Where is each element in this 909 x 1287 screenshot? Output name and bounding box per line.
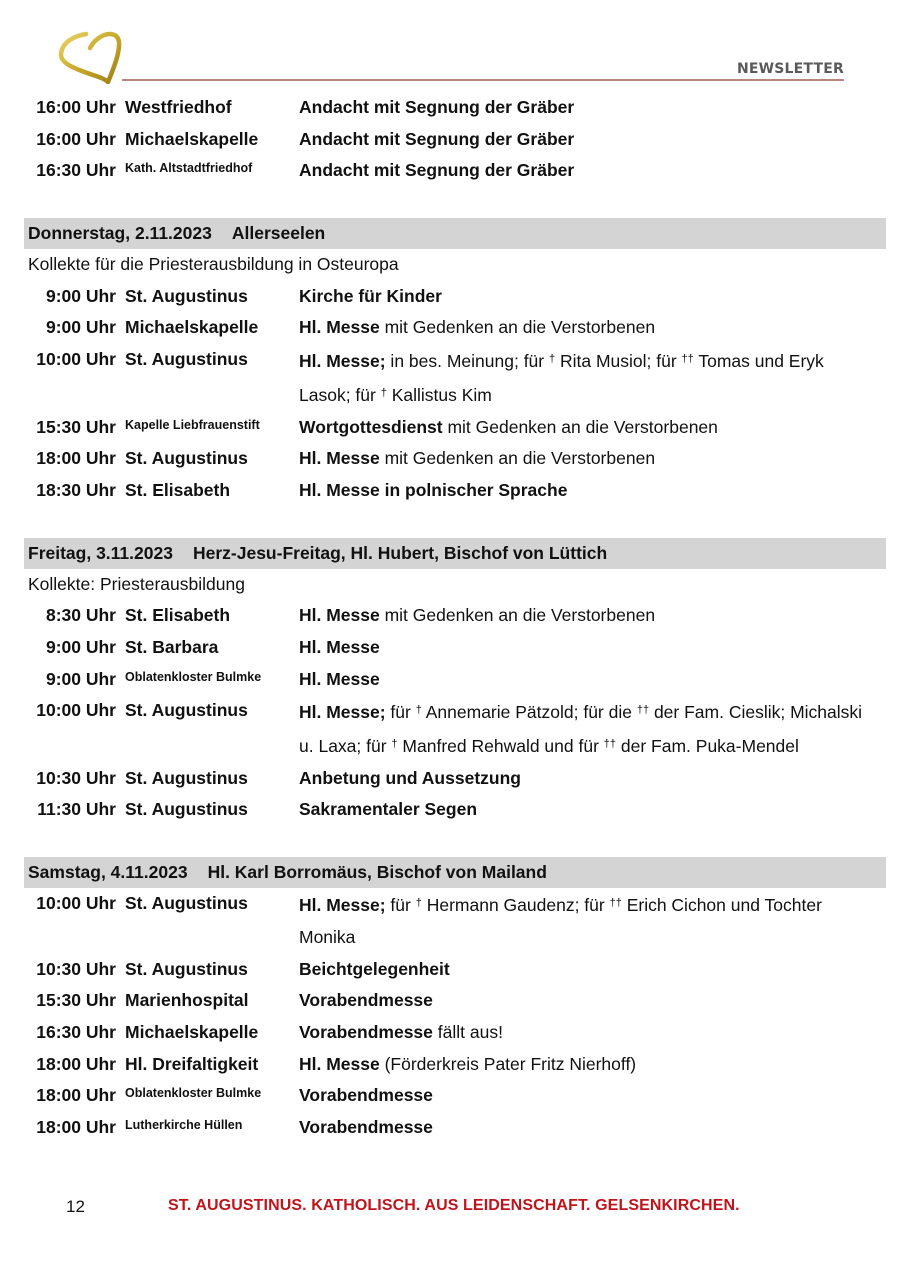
entry-location: St. Augustinus [125,349,248,370]
schedule-entry [24,954,886,986]
footer-slogan: ST. AUGUSTINUS. KATHOLISCH. AUS LEIDENSCHAFT. GELSENKIRCHEN. [168,1197,740,1214]
day-section [24,857,886,1144]
entry-description [299,412,886,444]
entry-title: Vorabendmesse [299,990,433,1011]
day-section [24,218,886,507]
entry-location: St. Augustinus [125,285,248,306]
entry-location: St. Elisabeth [125,605,231,626]
cross-symbol: † [415,897,422,910]
entry-location: St. Augustinus [125,893,248,914]
entry-title: Wortgottesdienst [299,416,443,437]
entry-description [299,155,886,187]
entry-location: Lutherkirche Hüllen [125,1117,243,1132]
cross-symbol: † [415,704,422,717]
entry-description [299,1049,886,1081]
schedule-entry [24,412,886,444]
golden-heart-icon [56,28,126,84]
entry-title: Hl. Messe [299,605,380,626]
schedule-entry [24,1017,886,1049]
entry-time: 16:30 Uhr [36,160,116,181]
entry-description [299,443,886,475]
cross-symbol: †† [609,897,622,910]
schedule-entry [24,443,886,475]
entry-location: Kath. Altstadtfriedhof [125,161,253,176]
entry-time: 16:30 Uhr [36,1021,116,1042]
entry-location: St. Augustinus [125,799,248,820]
entry-title: Vorabendmesse [299,1085,433,1106]
entry-location: Hl. Dreifaltigkeit [125,1053,259,1074]
day-header [24,218,886,249]
entry-time: 10:00 Uhr [36,893,116,914]
entry-title: Beichtgelegenheit [299,958,450,979]
entry-description [299,632,886,664]
entry-details: mit Gedenken an die Verstorbenen [379,605,656,626]
entry-time: 10:30 Uhr [36,767,116,788]
entry-time: 16:00 Uhr [36,97,116,117]
schedule-entry [24,312,886,344]
entry-time: 9:00 Uhr [45,668,116,689]
entry-time: 18:00 Uhr [36,448,116,469]
schedule-entry [24,695,886,762]
entry-description [299,281,886,313]
entry-location: Westfriedhof [125,97,232,117]
entry-details: für † Annemarie Pätzold; für die †† der Fam. Cieslik; Michalski u. Laxa; für † Manfred Rehwald und für †† der Fam. Puka-Mendel [299,702,863,757]
entry-description [299,475,886,507]
day-date: Samstag, 4.11.2023 [28,862,188,883]
entry-description [299,985,886,1017]
page-number: 12 [66,1197,85,1216]
entry-time: 18:00 Uhr [36,1085,116,1106]
entry-title: Andacht mit Segnung der Gräber [299,128,575,149]
schedule-entry [24,155,886,187]
cross-symbol: †† [636,704,650,717]
entry-description [299,695,886,762]
entry-details: mit Gedenken an die Verstorbenen [379,317,656,338]
entry-time: 15:30 Uhr [36,990,116,1011]
entry-description [299,1080,886,1112]
cross-symbol: †† [681,353,694,366]
day-date: Donnerstag, 2.11.2023 [28,223,212,244]
header-rule [122,79,844,81]
entry-time: 18:00 Uhr [36,1053,116,1074]
schedule-entry [24,344,886,411]
day-section [24,538,886,827]
entry-description [299,1017,886,1049]
schedule-entry [24,92,886,124]
entry-location: St. Barbara [125,636,219,657]
entry-time: 10:00 Uhr [36,700,116,721]
entry-title: Hl. Messe [299,668,380,689]
entry-description [299,664,886,696]
entry-title: Andacht mit Segnung der Gräber [299,97,575,117]
entry-title: Hl. Messe [299,1053,380,1074]
entry-title: Hl. Messe [299,317,380,338]
cross-symbol: † [391,738,398,751]
entry-title: Hl. Messe; [299,351,386,372]
entry-location: St. Augustinus [125,448,248,469]
entry-location: St. Elisabeth [125,479,231,500]
entry-details: mit Gedenken an die Verstorbenen [442,416,718,437]
entry-description [299,600,886,632]
day-date: Freitag, 3.11.2023 [28,542,173,563]
cross-symbol: † [380,386,387,399]
schedule-entry [24,664,886,696]
entry-location: Marienhospital [125,990,249,1011]
entry-location: Kapelle Liebfrauenstift [125,417,260,432]
entry-description [299,888,886,953]
entry-details: fällt aus! [432,1021,503,1042]
entry-title: Vorabendmesse [299,1116,433,1137]
entry-time: 9:00 Uhr [45,285,116,306]
schedule-entry [24,763,886,795]
schedule [24,92,886,1144]
entry-time: 16:00 Uhr [36,128,116,149]
entry-time: 9:00 Uhr [45,636,116,657]
day-header [24,538,886,569]
entry-description [299,794,886,826]
entry-title: Sakramentaler Segen [299,799,478,820]
entry-description [299,1112,886,1144]
day-header [24,857,886,888]
entry-time: 8:30 Uhr [45,605,116,626]
entry-location: St. Augustinus [125,958,248,979]
entry-description [299,763,886,795]
entry-description [299,954,886,986]
schedule-entry [24,888,886,953]
day-feast: Herz-Jesu-Freitag, Hl. Hubert, Bischof von Lüttich [192,542,608,563]
day-feast: Allerseelen [231,223,326,244]
entry-title: Hl. Messe [299,636,380,657]
entry-title: Andacht mit Segnung der Gräber [299,160,575,181]
entry-details: für † Hermann Gaudenz; für †† Erich Cichon und Tochter Monika [299,895,822,947]
entry-title: Hl. Messe in polnischer Sprache [299,479,568,500]
newsletter-label: NEWSLETTER [736,61,844,77]
entry-title: Hl. Messe [299,448,380,469]
entry-location: Michaelskapelle [125,128,259,149]
schedule-entry [24,281,886,313]
entry-details: mit Gedenken an die Verstorbenen [379,448,656,469]
entry-details: (Förderkreis Pater Fritz Nierhoff) [379,1053,637,1074]
schedule-entry [24,475,886,507]
schedule-entry [24,1049,886,1081]
entry-title: Hl. Messe; [299,895,386,916]
entry-time: 10:30 Uhr [36,958,116,979]
entry-time: 10:00 Uhr [36,349,116,370]
cross-symbol: †† [603,738,617,751]
schedule-entry [24,632,886,664]
entry-title: Kirche für Kinder [299,285,442,306]
collecte-note: Kollekte für die Priesterausbildung in Osteuropa [28,254,399,275]
schedule-entry [24,600,886,632]
entry-location: Oblatenkloster Bulmke [125,1086,262,1101]
entry-time: 18:30 Uhr [36,479,116,500]
entry-description [299,124,886,156]
day-feast: Hl. Karl Borromäus, Bischof von Mailand [207,862,547,883]
schedule-entry [24,1080,886,1112]
schedule-entry [24,1112,886,1144]
entry-time: 9:00 Uhr [45,317,116,338]
entry-location: Oblatenkloster Bulmke [125,669,262,684]
entry-description [299,312,886,344]
cross-symbol: † [548,353,556,366]
schedule-entry [24,794,886,826]
entry-details: in bes. Meinung; für † Rita Musiol; für †† Tomas und Eryk Lasok; für † Kallistus Kim [299,351,824,405]
schedule-entry [24,124,886,156]
entry-time: 15:30 Uhr [36,416,116,437]
entry-location: Michaelskapelle [125,1021,259,1042]
collecte-note: Kollekte: Priesterausbildung [28,573,245,594]
schedule-entry [24,985,886,1017]
entry-title: Vorabendmesse [299,1021,433,1042]
entry-description [299,344,886,411]
entry-location: St. Augustinus [125,700,248,721]
entry-location: St. Augustinus [125,767,248,788]
entry-time: 18:00 Uhr [36,1116,116,1137]
entry-title: Anbetung und Aussetzung [299,767,521,788]
entry-location: Michaelskapelle [125,317,259,338]
entry-time: 11:30 Uhr [37,799,116,820]
entry-title: Hl. Messe; [299,702,386,723]
entry-description [299,92,886,124]
